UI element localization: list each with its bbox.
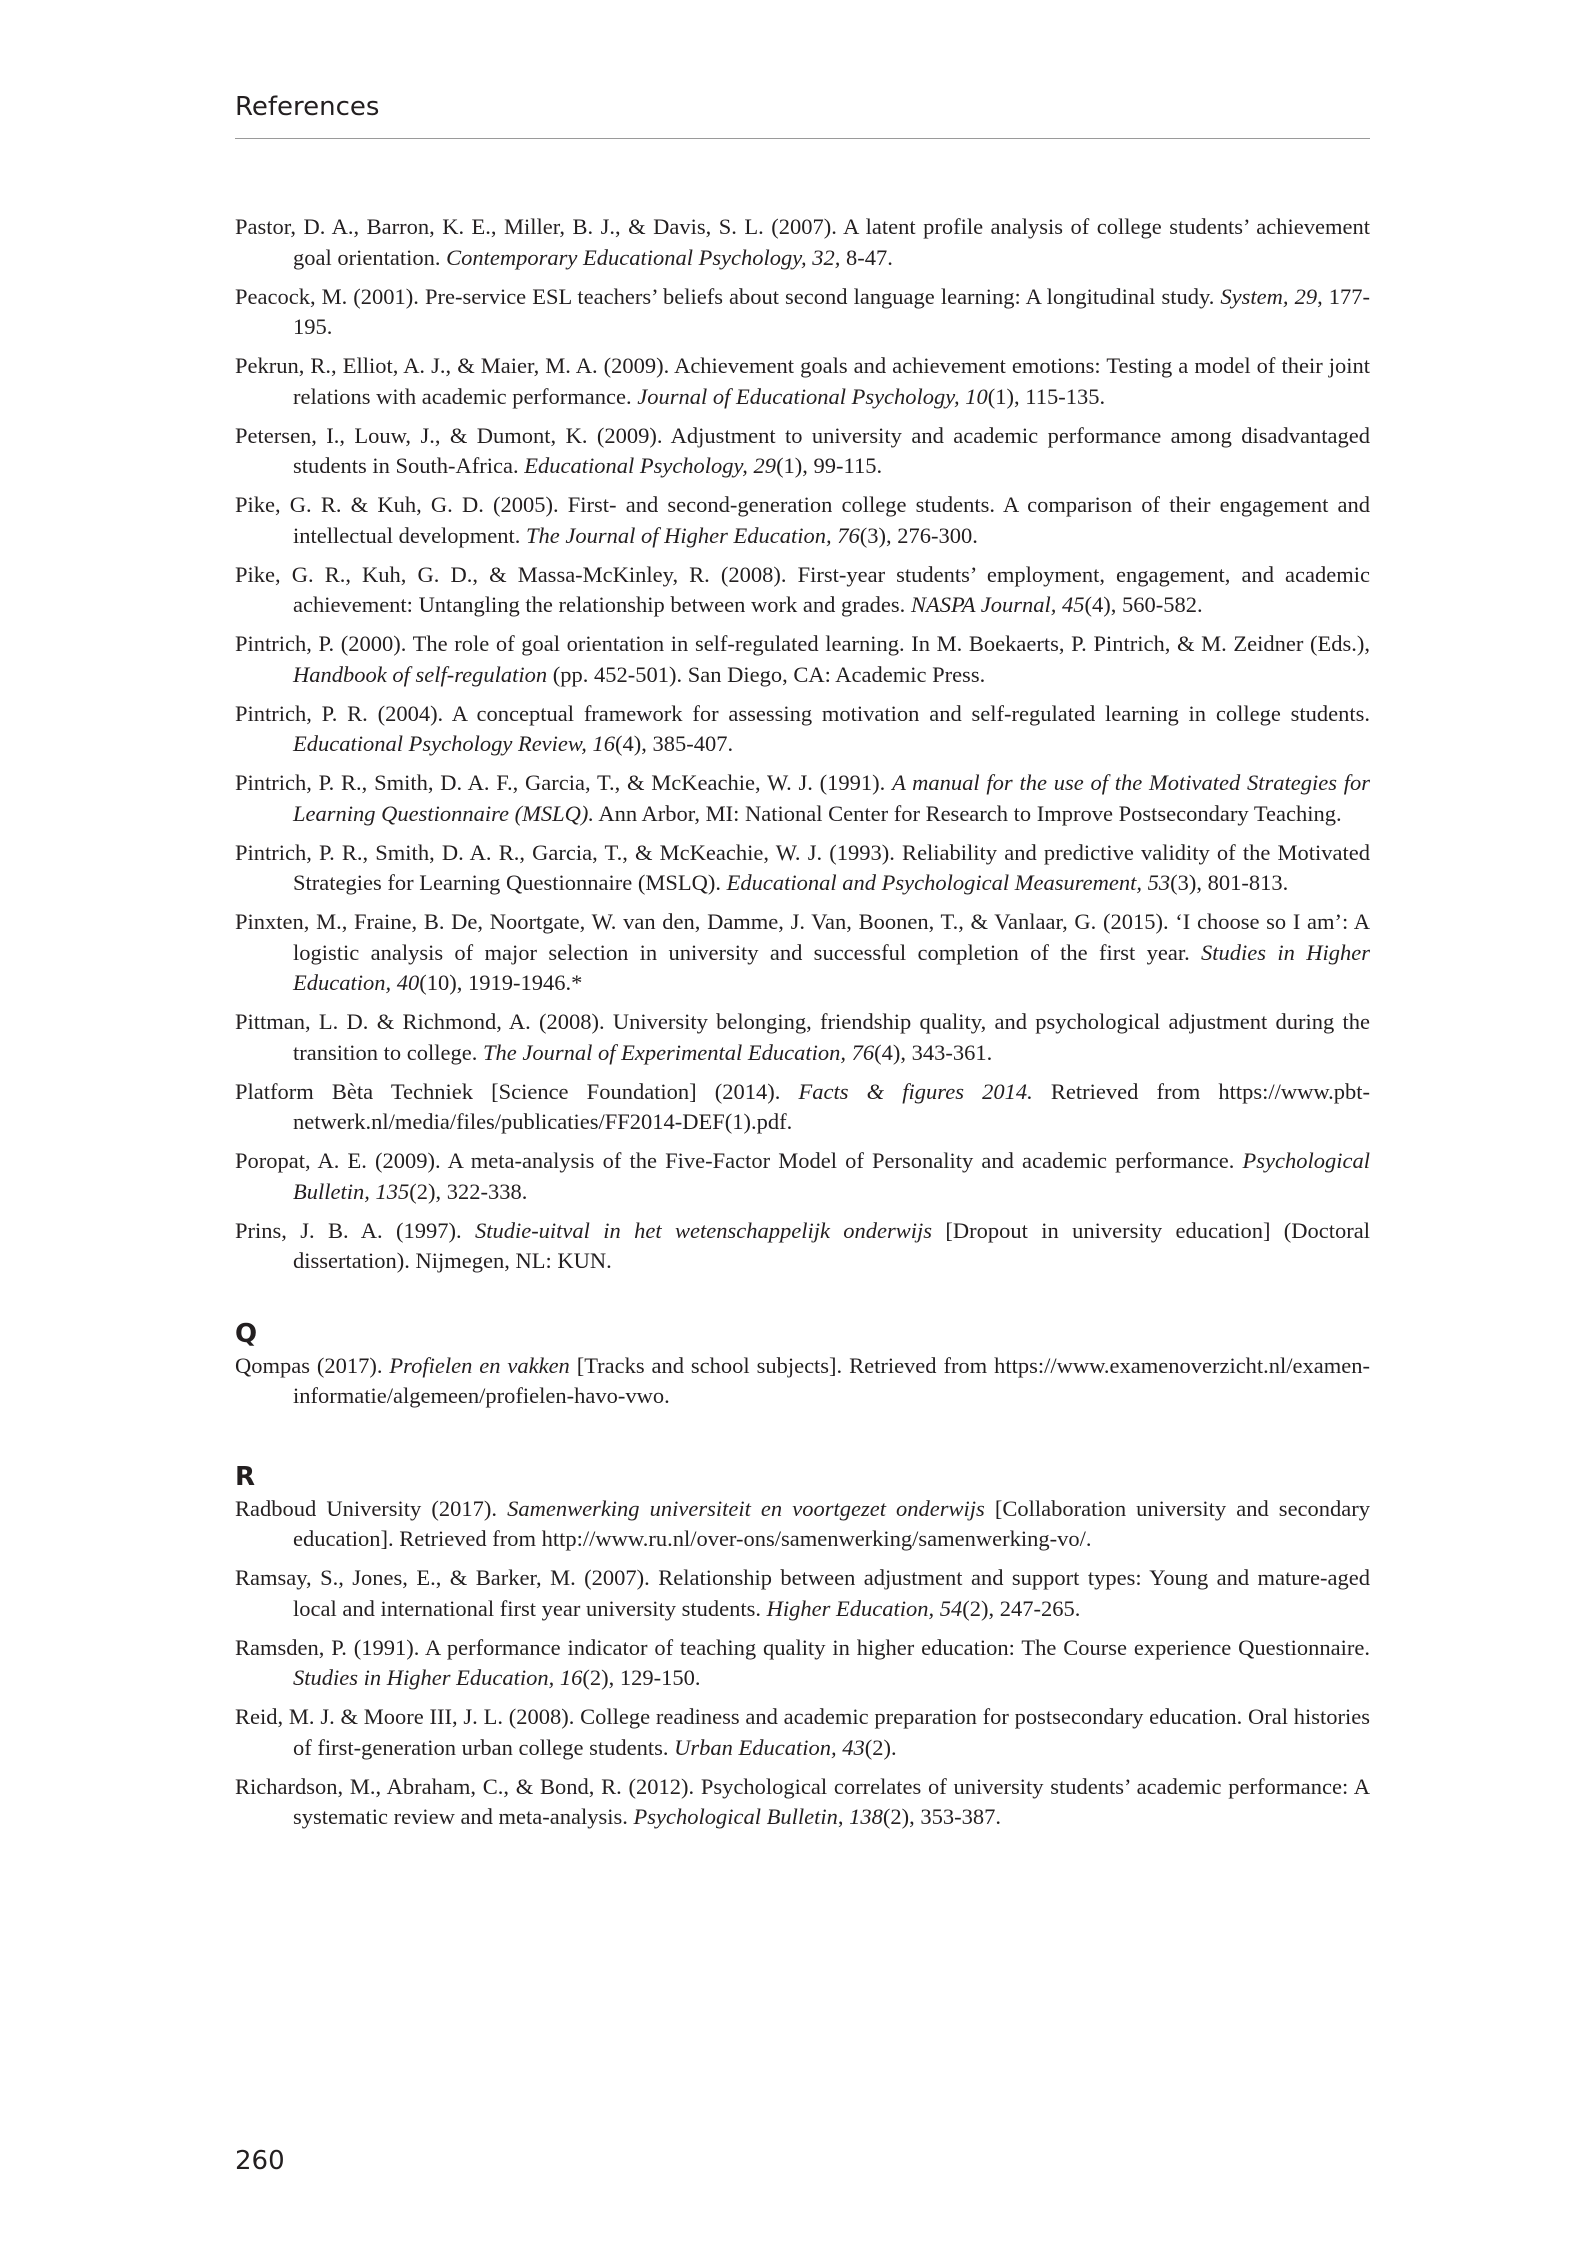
reference-source: The Journal of Experimental Education, 76: [482, 1039, 875, 1065]
reference-source: Facts & figures 2014.: [798, 1078, 1033, 1104]
reference-text: Pike, G. R., Kuh, G. D., & Massa-McKinley, R. (2008). First-year students’ employment, engagement, and academic achievement: Untangling the relationship between work and grades.: [235, 561, 1370, 617]
reference-tail: (2), 129-150.: [582, 1665, 701, 1690]
reference-text: Pintrich, P. R., Smith, D. A. R., Garcia, T., & McKeachie, W. J. (1993). Reliability and predictive validity of the Motivated Strategies for Learning Questionnaire (MSLQ).: [235, 839, 1370, 895]
reference-tail: (pp. 452-501). San Diego, CA: Academic Press.: [547, 661, 986, 687]
reference-text: Pinxten, M., Fraine, B. De, Noortgate, W. van den, Damme, J. Van, Boonen, T., & Vanlaar, G. (2015). ‘I choose so I am’: A logistic analysis of major selection in university and successful completion of the first year.: [235, 909, 1370, 965]
reference-item: [235, 490, 1370, 551]
reference-item: [235, 1146, 1370, 1207]
reference-pages: (2), 353-387.: [882, 1804, 1001, 1829]
reference-item: [235, 838, 1370, 899]
reference-tail: [Collaboration university and secondary education]. Retrieved from http://www.ru.nl/over-ons/samenwerking/samenwerking-vo/.: [293, 1495, 1371, 1551]
reference-source: Urban Education, 43: [674, 1734, 865, 1760]
header-rule: [235, 138, 1370, 139]
reference-source: System, 29: [1220, 283, 1318, 309]
reference-source: Educational Psychology, 29: [524, 453, 777, 478]
reference-item: [235, 421, 1370, 482]
section-heading-q: Q: [235, 1318, 258, 1349]
reference-item: [235, 1216, 1370, 1277]
reference-text: Reid, M. J. & Moore III, J. L. (2008). College readiness and academic preparation for postsecondary education. Oral histories of first-generation urban college students.: [235, 1704, 1370, 1760]
page-number: 260: [235, 2146, 285, 2176]
reference-source: Higher Education, 54: [766, 1595, 963, 1621]
reference-text: Pintrich, P. (2000). The role of goal orientation in self-regulated learning. In M. Boekaerts, P. Pintrich, & M. Zeidner (Eds.),: [235, 631, 1370, 656]
reference-text: Ramsay, S., Jones, E., & Barker, M. (2007). Relationship between adjustment and support types: Young and mature-aged local and international first year university students.: [235, 1565, 1370, 1621]
reference-source: Educational and Psychological Measurement, 53: [726, 870, 1171, 895]
reference-item: [235, 699, 1370, 760]
reference-item: [235, 1633, 1370, 1694]
reference-text: Pekrun, R., Elliot, A. J., & Maier, M. A. (2009). Achievement goals and achievement emotions: Testing a model of their joint relations with academic performance.: [235, 353, 1370, 409]
reference-item: [235, 212, 1370, 273]
reference-text: Pintrich, P. R. (2004). A conceptual framework for assessing motivation and self-regulated learning in college students.: [235, 700, 1370, 726]
reference-text: Richardson, M., Abraham, C., & Bond, R. (2012). Psychological correlates of university students’ academic performance: A systematic review and meta-analysis.: [235, 1773, 1370, 1829]
reference-text: Radboud University (2017).: [235, 1495, 508, 1521]
reference-item: [235, 1007, 1370, 1068]
reference-tail: (3), 276-300.: [859, 522, 978, 548]
reference-item: [235, 907, 1370, 999]
reference-tail: (2).: [864, 1734, 897, 1760]
reference-item: [235, 1702, 1370, 1763]
reference-text: Platform Bèta Techniek [Science Foundation] (2014).: [235, 1078, 799, 1104]
reference-item: [235, 768, 1370, 829]
section-q: [235, 1351, 1370, 1412]
reference-source: Studies in Higher Education, 40: [293, 939, 1370, 995]
reference-item: [235, 282, 1370, 343]
reference-text: Pintrich, P. R., Smith, D. A. F., Garcia, T., & McKeachie, W. J. (1991).: [235, 770, 893, 795]
reference-text: Pastor, D. A., Barron, K. E., Miller, B. J., & Davis, S. L. (2007). A latent profile analysis of college students’ achievement goal orientation.: [235, 214, 1370, 270]
reference-tail: (10), 1919-1946.*: [419, 970, 583, 995]
reference-source: Educational Psychology Review, 16: [293, 731, 615, 756]
reference-source: A manual for the use of the Motivated Strategies for Learning Questionnaire (MSLQ).: [293, 770, 1370, 826]
reference-item: [235, 1494, 1370, 1555]
section-heading-r: R: [235, 1461, 256, 1492]
reference-item: [235, 1351, 1370, 1412]
reference-item: [235, 1772, 1370, 1833]
reference-source: Psychological Bulletin: [633, 1804, 838, 1829]
reference-text: Pittman, L. D. & Richmond, A. (2008). University belonging, friendship quality, and psychological adjustment during the transition to college.: [235, 1009, 1370, 1065]
reference-source: Handbook of self-regulation: [293, 661, 548, 687]
reference-item: [235, 351, 1370, 412]
reference-text: Peacock, M. (2001). Pre-service ESL teachers’ beliefs about second language learning: A longitudinal study.: [235, 283, 1221, 309]
reference-tail: (1), 115-135.: [987, 383, 1106, 409]
reference-tail: ,: [837, 1804, 850, 1829]
reference-source: Psychological Bulletin, 135: [293, 1148, 1370, 1204]
reference-source: Samenwerking universiteit en voortgezet onderwijs: [507, 1495, 985, 1521]
reference-source: Journal of Educational Psychology, 10: [637, 383, 988, 409]
reference-tail: [Tracks and school subjects]. Retrieved from https://www.examenoverzicht.nl/examen-informatie/algemeen/profielen-havo-vwo.: [293, 1352, 1371, 1408]
reference-tail: (2), 322-338.: [409, 1178, 528, 1204]
reference-source: Contemporary Educational Psychology, 32,: [446, 244, 841, 270]
reference-source: Studie-uitval in het wetenschappelijk onderwijs: [474, 1217, 933, 1243]
reference-item: [235, 629, 1370, 690]
reference-source: Profielen en vakken: [389, 1352, 570, 1378]
reference-item: [235, 1563, 1370, 1624]
reference-text: Poropat, A. E. (2009). A meta-analysis of the Five-Factor Model of Personality and academic performance.: [235, 1148, 1243, 1173]
running-head: References: [235, 92, 380, 122]
reference-source: The Journal of Higher Education, 76: [526, 522, 860, 548]
reference-source: Studies in Higher Education, 16: [293, 1665, 583, 1690]
reference-tail: (1), 99-115.: [776, 453, 883, 478]
reference-list: [235, 212, 1370, 1841]
section-p: [235, 212, 1370, 1277]
reference-tail: (4), 343-361.: [874, 1039, 993, 1065]
section-r: [235, 1494, 1370, 1833]
reference-tail: (4), 560-582.: [1084, 592, 1203, 617]
reference-text: Qompas (2017).: [235, 1352, 390, 1378]
reference-item: [235, 1077, 1370, 1138]
reference-tail: [Dropout in university education] (Doctoral dissertation). Nijmegen, NL: KUN.: [293, 1217, 1370, 1273]
reference-tail: Ann Arbor, MI: National Center for Research to Improve Postsecondary Teaching.: [594, 800, 1342, 826]
reference-text: Pike, G. R. & Kuh, G. D. (2005). First- and second-generation college students. A comparison of their engagement and intellectual development.: [235, 492, 1370, 548]
reference-tail: Retrieved from https://www.pbt-netwerk.nl/media/files/publicaties/FF2014-DEF(1).pdf.: [293, 1078, 1370, 1134]
reference-text: Ramsden, P. (1991). A performance indicator of teaching quality in higher education: The Course experience Questionnaire.: [235, 1634, 1370, 1660]
reference-tail: (2), 247-265.: [962, 1595, 1081, 1621]
reference-text: Petersen, I., Louw, J., & Dumont, K. (2009). Adjustment to university and academic performance among disadvantaged students in South-Africa.: [235, 422, 1370, 478]
reference-item: [235, 560, 1370, 621]
reference-tail: , 177-195.: [293, 283, 1370, 339]
reference-tail: (3), 801-813.: [1170, 870, 1289, 895]
reference-volume: 138: [849, 1804, 883, 1829]
reference-tail: (4), 385-407.: [615, 731, 734, 756]
reference-text: Prins, J. B. A. (1997).: [235, 1217, 475, 1243]
reference-source: NASPA Journal, 45: [910, 592, 1085, 617]
reference-tail: 8-47.: [840, 244, 893, 270]
